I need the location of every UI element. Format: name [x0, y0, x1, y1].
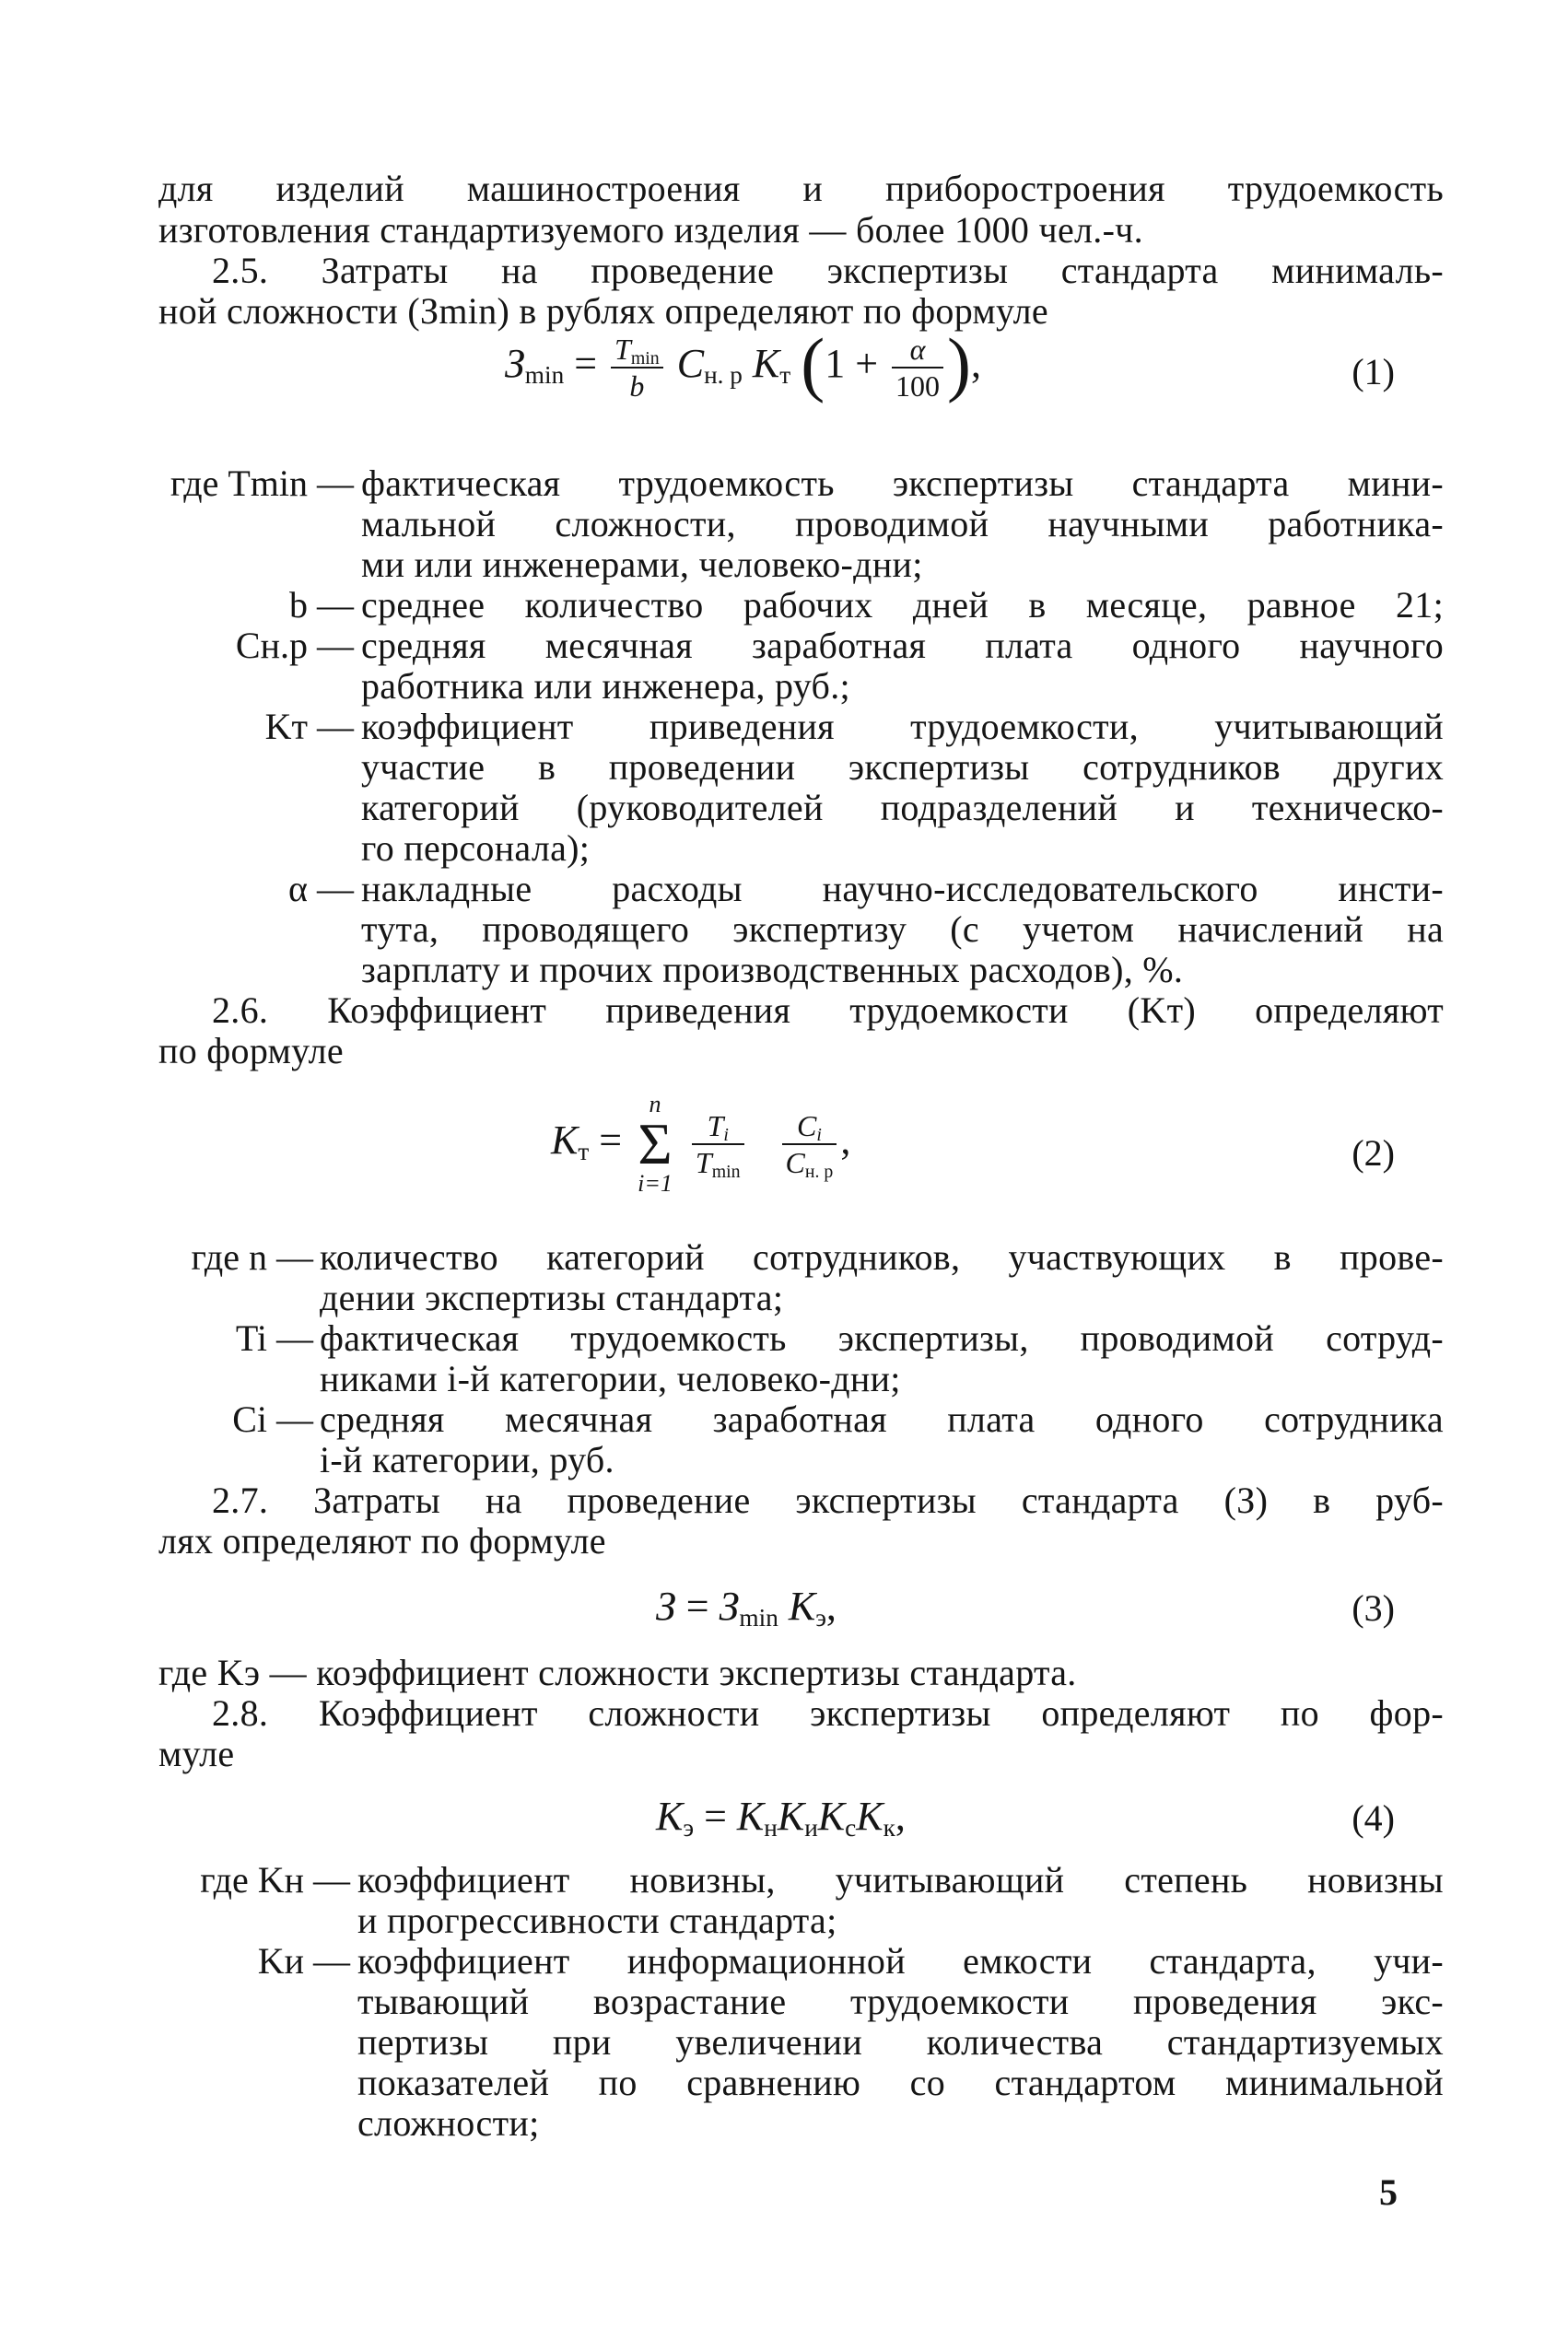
text-line: коэффициент приведения трудоемкости, учитывающий: [361, 706, 1444, 747]
text-line: и прогрессивности стандарта;: [357, 1900, 837, 1941]
text-line: тута, проводящего экспертизу (с учетом начислений на: [361, 908, 1444, 950]
page-number: 5: [1379, 2171, 1398, 2213]
text-line: средняя месячная заработная плата одного сотрудника: [320, 1398, 1444, 1440]
definition-label-kn: где Kн —: [200, 1859, 350, 1901]
paragraph-2-6: 2.6. Коэффициент приведения трудоемкости (Kт) определяют: [212, 989, 1444, 1031]
text-line: работника или инженера, руб.;: [361, 665, 850, 707]
text-line: тывающий возрастание трудоемкости проведения экс-: [357, 1981, 1444, 2022]
definition-label-n: где n —: [191, 1236, 313, 1278]
formula-1: $З_{min}$ = $\frac{T_{min}}{b}$ $C_{н. р}$ $K_т$ (1 + $\frac{\alpha}{100}$ ),: [505, 323, 981, 404]
equation-number-3: (3): [1352, 1587, 1395, 1629]
text-line: коэффициент информационной емкости стандарта, учи-: [357, 1940, 1444, 1982]
equation-number-4: (4): [1352, 1797, 1395, 1839]
formula-3: $З = З_{min}$ $K_э$,: [656, 1584, 837, 1632]
equation-number-2: (2): [1352, 1132, 1395, 1174]
formula-4: $K_э = K_нK_иK_сK_к$,: [656, 1794, 906, 1842]
text-line: мальной сложности, проводимой научными работника-: [361, 503, 1444, 544]
text-line: ми или инженерами, человеко-дни;: [361, 544, 923, 585]
text-line: количество категорий сотрудников, участвующих в прове-: [320, 1236, 1444, 1278]
definition-label-b: b —: [289, 584, 354, 626]
formula-2: $K_т$ = n Σ i=1 $\frac{T_i}{T_{min}}$ $\frac{C_i}{C_{н. р}}$ ,: [551, 1091, 851, 1197]
text-line: для изделий машиностроения и приборостроения трудоемкость: [158, 168, 1444, 209]
text-line: по формуле: [158, 1030, 344, 1071]
text-line: коэффициент новизны, учитывающий степень новизны: [357, 1859, 1444, 1901]
text-line: i-й категории, руб.: [320, 1439, 614, 1480]
text-line: зарплату и прочих производственных расходов), %.: [361, 949, 1184, 990]
text-line: го персонала);: [361, 827, 591, 869]
text-line: изготовления стандартизуемого изделия — более 1000 чел.-ч.: [158, 209, 1143, 251]
text-line: показателей по сравнению со стандартом минимальной: [357, 2062, 1444, 2103]
paragraph-2-5: 2.5. Затраты на проведение экспертизы стандарта минималь-: [212, 250, 1444, 291]
text-line: фактическая трудоемкость экспертизы, проводимой сотруд-: [320, 1317, 1444, 1359]
definition-label-alpha: α —: [288, 868, 354, 909]
text-line: сложности;: [357, 2102, 540, 2144]
definition-label-ci: Ci —: [232, 1398, 313, 1440]
text-line: дении экспертизы стандарта;: [320, 1277, 784, 1318]
definition-label-tmin: где Tmin —: [170, 462, 354, 504]
definition-label-ki: Kи —: [257, 1940, 350, 1982]
text-line: среднее количество рабочих дней в месяце, равное 21;: [361, 584, 1444, 626]
text-line: лях определяют по формуле: [158, 1520, 606, 1562]
text-line: пертизы при увеличении количества стандартизуемых: [357, 2021, 1444, 2063]
paragraph-2-8: 2.8. Коэффициент сложности экспертизы определяют по фор-: [212, 1692, 1444, 1734]
text-line: муле: [158, 1733, 235, 1774]
text-line: фактическая трудоемкость экспертизы стандарта мини-: [361, 462, 1444, 504]
text-line: накладные расходы научно-исследовательского инсти-: [361, 868, 1444, 909]
text-line: категорий (руководителей подразделений и техническо-: [361, 787, 1444, 828]
definition-label-cnr: Cн.р —: [235, 625, 354, 666]
text-line: средняя месячная заработная плата одного научного: [361, 625, 1444, 666]
paragraph-2-7: 2.7. Затраты на проведение экспертизы стандарта (З) в руб-: [212, 1480, 1444, 1521]
equation-number-1: (1): [1352, 351, 1395, 392]
definition-label-kt: Kт —: [264, 706, 354, 747]
text-line: ной сложности (Зmin) в рублях определяют по формуле: [158, 290, 1048, 332]
definition-label-ti: Ti —: [235, 1317, 313, 1359]
text-line: где Kэ — коэффициент сложности экспертизы стандарта.: [158, 1652, 1077, 1693]
text-line: участие в проведении экспертизы сотрудников других: [361, 746, 1444, 788]
text-line: никами i-й категории, человеко-дни;: [320, 1358, 901, 1399]
